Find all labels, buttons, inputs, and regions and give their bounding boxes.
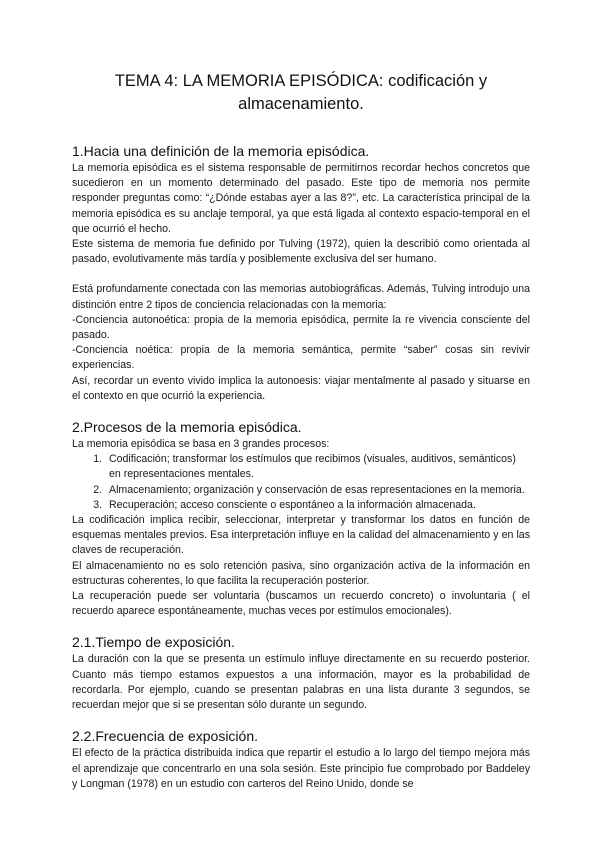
section-2-2-paragraph: El efecto de la práctica distribuida indica que repartir el estudio a lo largo del tiempo mejora más el aprendizaje que concentrarlo en una sola sesión. Este principio fue comprobado por Baddeley y Longman (1978) en un estudio con carteros del Reino Unido, donde se xyxy=(72,747,530,790)
section-2-heading: 2.Procesos de la memoria episódica. xyxy=(72,419,302,436)
list-item: 1. Codificación; transformar los estímulos que recibimos (visuales, auditivos, semánticos) en representaciones mentales. xyxy=(105,452,530,482)
page-content xyxy=(72,70,530,792)
section-2-paragraph-3: La recuperación puede ser voluntaria (buscamos un recuerdo concreto) o involuntaria ( el recuerdo aparece espontáneamente, muchas veces por estímulos emocionales). xyxy=(72,590,530,618)
section-1-paragraph-5: -Conciencia noética: propia de la memoria semántica, permite “saber” cosas sin revivir experiencias. xyxy=(72,344,530,372)
process-list xyxy=(72,452,530,513)
section-2-intro: La memoria episódica se basa en 3 grandes procesos: xyxy=(72,438,330,451)
section-2-1-paragraph: La duración con la que se presenta un estímulo influye directamente en su recuerdo posterior. Cuanto más tiempo estamos expuestos a una información, mayor es la probabilidad de recordarla. Por ejemplo, cuando se presentan palabras en una lista durante 3 segundos, se recuerdan mejor que si se presentan sólo durante un segundo. xyxy=(72,653,530,712)
section-2-paragraph-2: El almacenamiento no es solo retención pasiva, sino organización activa de la información en estructuras coherentes, lo que facilita la recuperación posterior. xyxy=(72,559,530,587)
section-1-paragraph-1: La memoria episódica es el sistema responsable de permitirnos recordar hechos concretos que sucedieron en un momento determinado del pasado. Este tipo de memoria nos permite responder preguntas como: “¿Dónde estabas ayer a las 8?”, etc. La característica principal de la memoria episódica es su anclaje temporal, ya que está ligada al contexto espacio-temporal en el que ocurrió el hecho. xyxy=(72,162,530,235)
section-2-1-heading: 2.1.Tiempo de exposición. xyxy=(72,634,235,651)
section-2-paragraph-1: La codificación implica recibir, seleccionar, interpretar y transformar los datos en función de esquemas mentales previos. Esa interpretación influye en la calidad del almacenamiento y en las claves de recuperación. xyxy=(72,514,530,557)
section-1-paragraph-2: Este sistema de memoria fue definido por Tulving (1972), quien la describió como orientada al pasado, evolutivamente más tardía y posiblemente exclusiva del ser humano. xyxy=(72,238,530,266)
section-1-paragraph-6: Así, recordar un evento vivido implica la autonoesis: viajar mentalmente al pasado y situarse en el contexto en que ocurrió la experiencia. xyxy=(72,374,530,402)
section-1-paragraph-3: Está profundamente conectada con las memorias autobiográficas. Además, Tulving introdujo una distinción entre 2 tipos de conciencia relacionadas con la memoria: xyxy=(72,283,530,311)
list-item: 2. Almacenamiento; organización y conservación de esas representaciones en la memoria. xyxy=(105,483,530,498)
page-title: TEMA 4: LA MEMORIA EPISÓDICA: codificación y almacenamiento. xyxy=(114,72,488,113)
section-1-paragraph-4: -Conciencia autonoética: propia de la memoria episódica, permite la re vivencia consciente del pasado. xyxy=(72,313,530,342)
section-2-2-heading: 2.2.Frecuencia de exposición. xyxy=(72,728,258,745)
list-item: 3. Recuperación; acceso consciente o espontáneo a la información almacenada. xyxy=(105,498,530,513)
section-1-heading: 1.Hacia una definición de la memoria episódica. xyxy=(72,143,370,159)
